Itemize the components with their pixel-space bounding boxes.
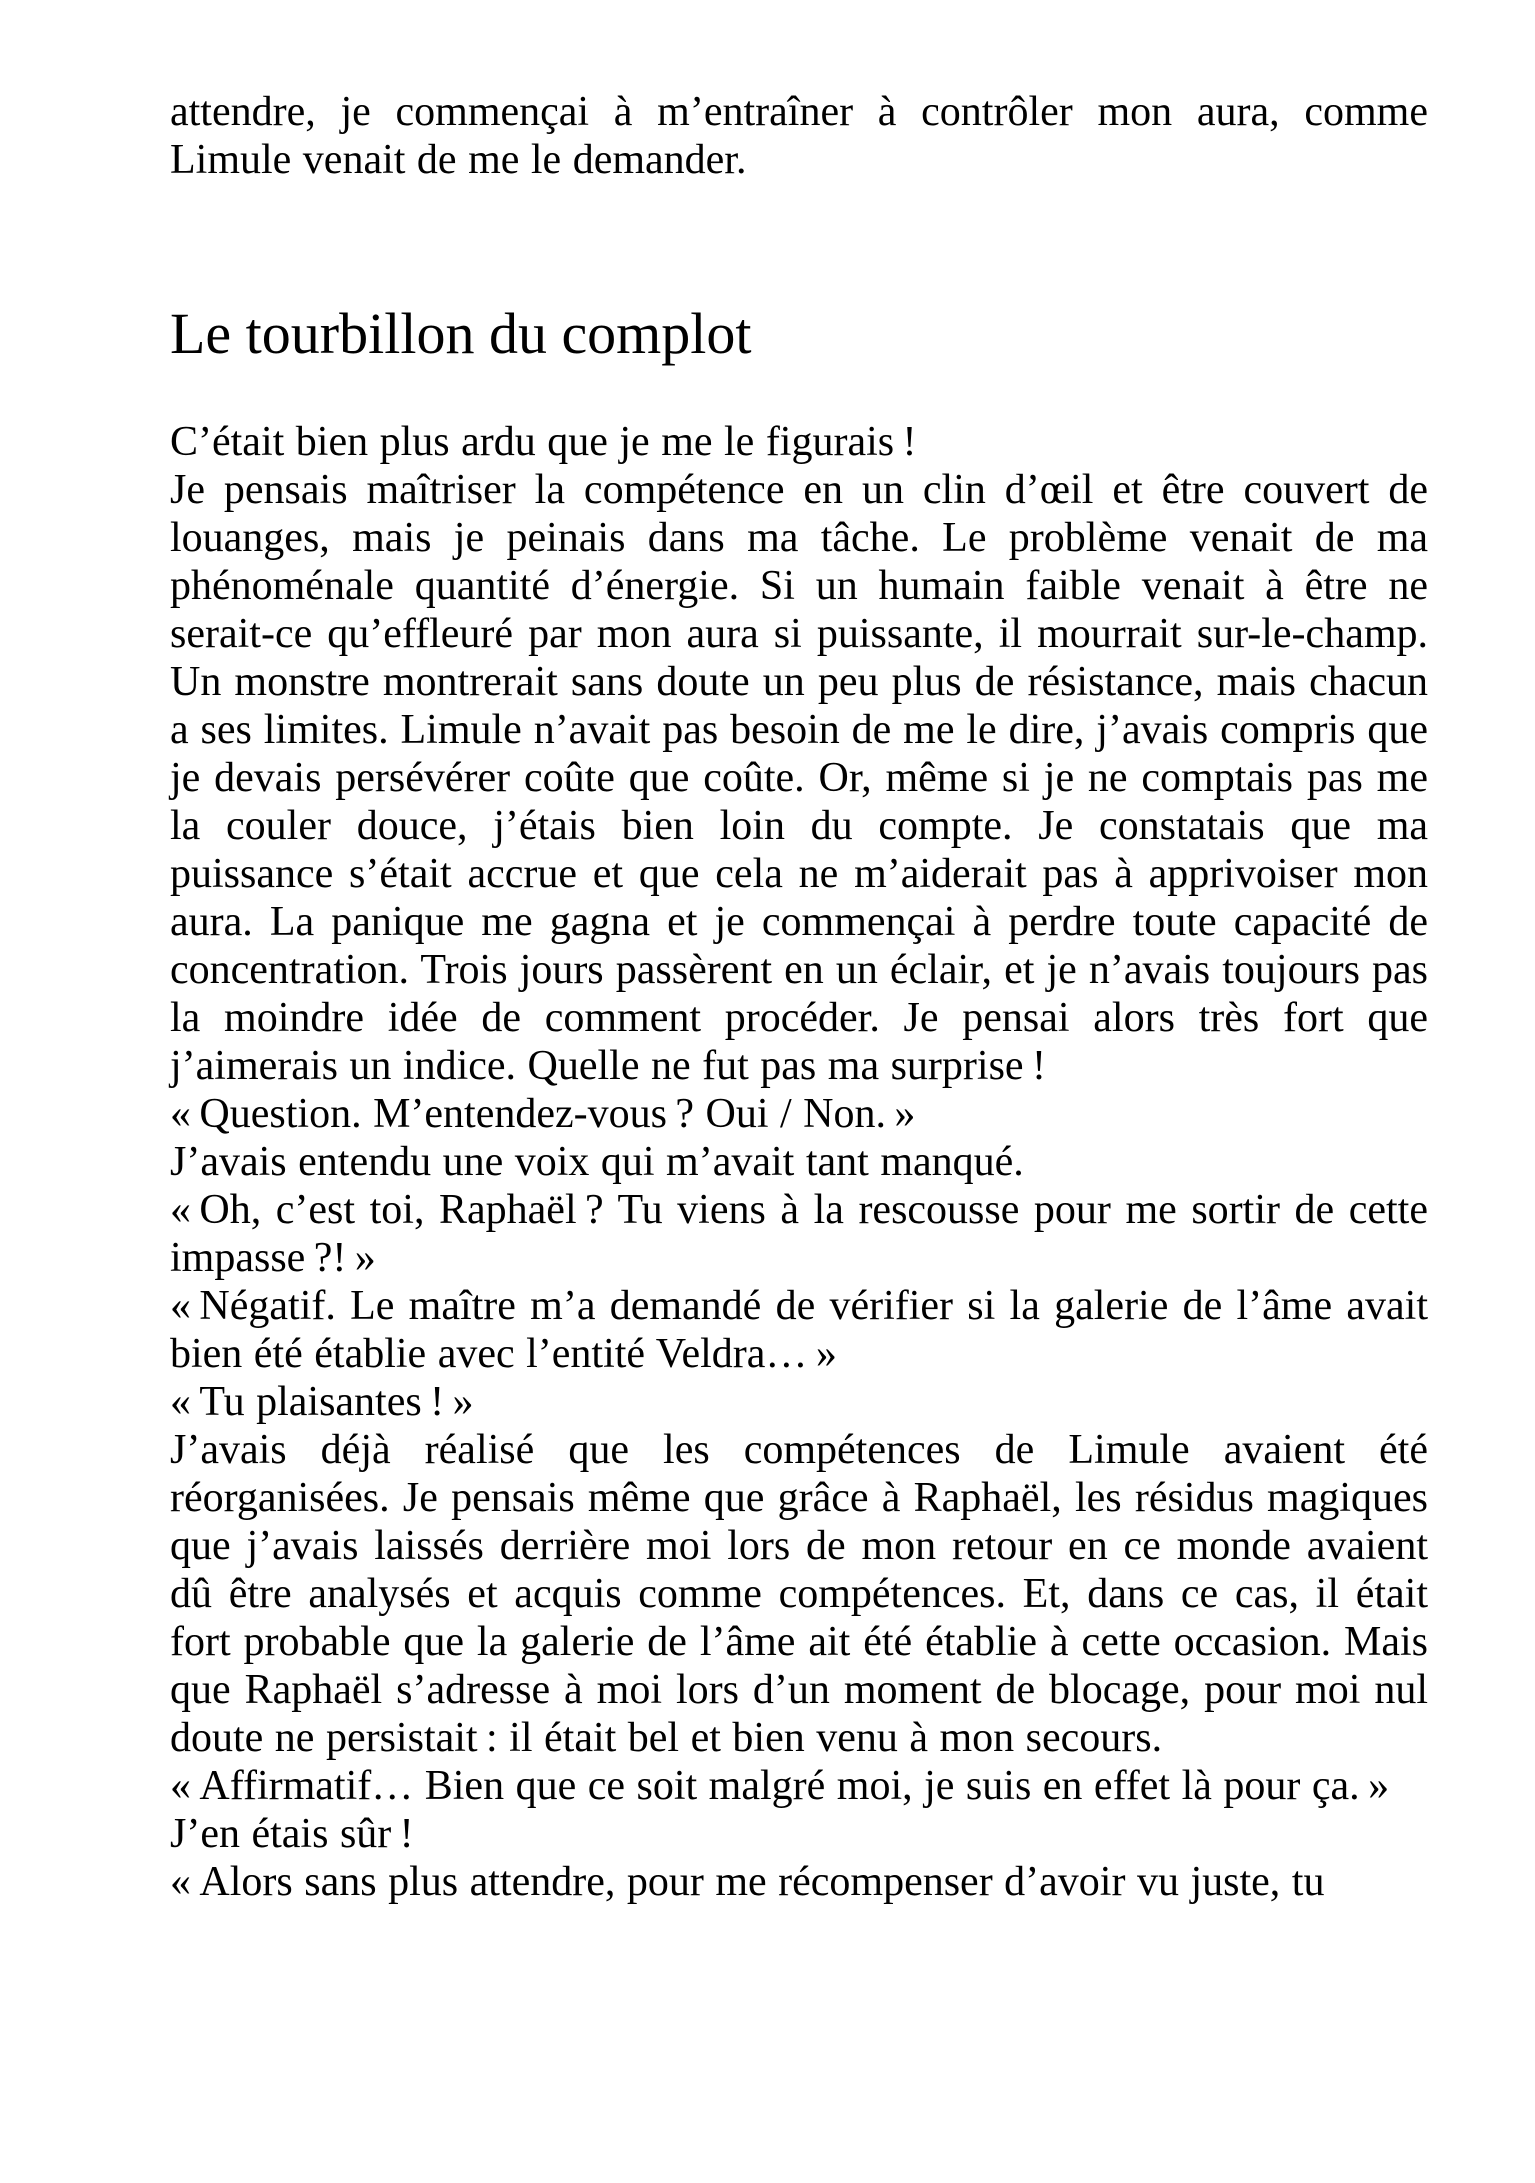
paragraph: « Alors sans plus attendre, pour me récompenser d’avoir vu juste, tu	[170, 1859, 1325, 1905]
paragraph: Je pensais maîtriser la compétence en un clin d’œil et être couvert de louanges, mais je peinais dans ma tâche. Le problème venait de ma phénoménale quantité d’énergie. Si un humain faible venait à être ne serait-ce qu’effleuré par mon aura si puissante, il mourrait sur-le-champ. Un monstre montrerait sans doute un peu plus de résistance, mais chacun a ses limites. Limule n’avait pas besoin de me le dire, j’avais compris que je devais persévérer coûte que coûte. Or, même si je ne comptais pas me la couler douce, j’étais bien loin du compte. Je constatais que ma puissance s’était accrue et que cela ne m’aiderait pas à apprivoiser mon aura. La panique me gagna et je commençai à perdre toute capacité de concentration. Trois jours passèrent en un éclair, et je n’avais toujours pas la moindre idée de comment procéder. Je pensai alors très fort que j’aimerais un indice. Quelle ne fut pas ma surprise !	[170, 467, 1428, 1089]
paragraph: J’en étais sûr !	[170, 1811, 414, 1857]
intro-paragraph: attendre, je commençai à m’entraîner à contrôler mon aura, comme Limule venait de me le demander.	[170, 89, 1428, 183]
paragraph: C’était bien plus ardu que je me le figurais !	[170, 419, 917, 465]
paragraph: J’avais entendu une voix qui m’avait tant manqué.	[170, 1139, 1024, 1185]
chapter-title: Le tourbillon du complot	[170, 301, 752, 366]
chapter-body	[170, 418, 1428, 1906]
paragraph: « Affirmatif… Bien que ce soit malgré moi, je suis en effet là pour ça. »	[170, 1763, 1390, 1809]
paragraph: J’avais déjà réalisé que les compétences de Limule avaient été réorganisées. Je pensais même que grâce à Raphaël, les résidus magiques que j’avais laissés derrière moi lors de mon retour en ce monde avaient dû être analysés et acquis comme compétences. Et, dans ce cas, il était fort probable que la galerie de l’âme ait été établie à cette occasion. Mais que Raphaël s’adresse à moi lors d’un moment de blocage, pour moi nul doute ne persistait : il était bel et bien venu à mon secours.	[170, 1427, 1428, 1761]
paragraph: « Oh, c’est toi, Raphaël ? Tu viens à la rescousse pour me sortir de cette impasse ?! »	[170, 1187, 1428, 1281]
paragraph: « Négatif. Le maître m’a demandé de vérifier si la galerie de l’âme avait bien été établie avec l’entité Veldra… »	[170, 1283, 1428, 1377]
text-block	[170, 88, 1428, 1906]
paragraph: « Tu plaisantes ! »	[170, 1379, 474, 1425]
paragraph: « Question. M’entendez-vous ? Oui / Non. »	[170, 1091, 916, 1137]
